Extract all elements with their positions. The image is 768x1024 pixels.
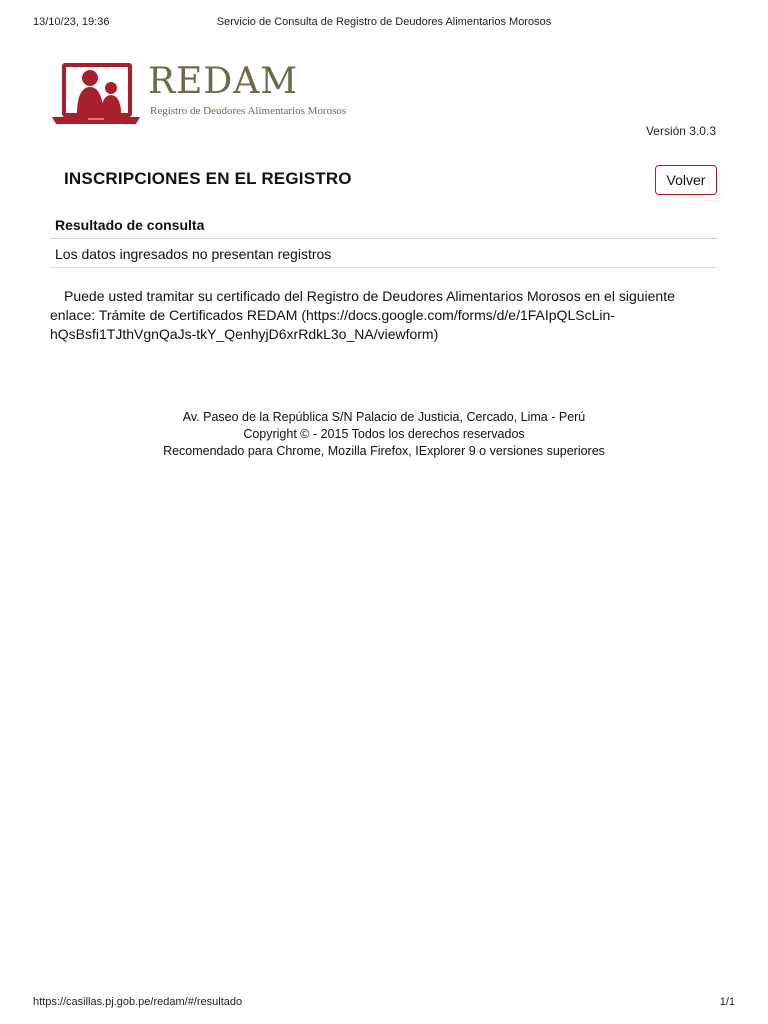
result-table <box>50 209 717 268</box>
redam-logo[interactable] <box>50 60 360 130</box>
print-footer-url: https://casillas.pj.gob.pe/redam/#/resultado <box>33 996 243 1008</box>
print-header-title: Servicio de Consulta de Registro de Deudores Alimentarios Morosos <box>216 16 552 28</box>
app-version: Versión 3.0.3 <box>645 124 716 138</box>
page-footer <box>0 409 768 460</box>
certificate-instructions[interactable]: Puede usted tramitar su certificado del Registro de Deudores Alimentarios Morosos en el siguiente enlace: Trámite de Certificados REDAM (https://docs.google.com/forms/d/e/1FAIpQLScLin-hQsBsfi1TJthVgnQaJs-tkY_QenhyjD6xrRdkL3o_NA/viewform) <box>50 288 675 342</box>
back-button[interactable]: Volver <box>655 165 717 195</box>
footer-address: Av. Paseo de la República S/N Palacio de Justicia, Cercado, Lima - Perú <box>182 410 586 424</box>
page-title: INSCRIPCIONES EN EL REGISTRO <box>64 169 352 188</box>
print-header-datetime: 13/10/23, 19:36 <box>33 16 110 28</box>
footer-copyright: Copyright © - 2015 Todos los derechos reservados <box>243 427 525 441</box>
result-table-row: Los datos ingresados no presentan registros <box>50 239 717 268</box>
logo-wordmark: REDAM <box>148 61 299 102</box>
redam-laptop-family-icon <box>50 60 142 126</box>
footer-browser-recommendation: Recomendado para Chrome, Mozilla Firefox, IExplorer 9 o versiones superiores <box>163 444 605 458</box>
print-footer-page-number: 1/1 <box>719 996 735 1008</box>
logo-subtitle: Registro de Deudores Alimentarios Morosos <box>150 105 347 117</box>
result-table-header: Resultado de consulta <box>50 209 717 239</box>
